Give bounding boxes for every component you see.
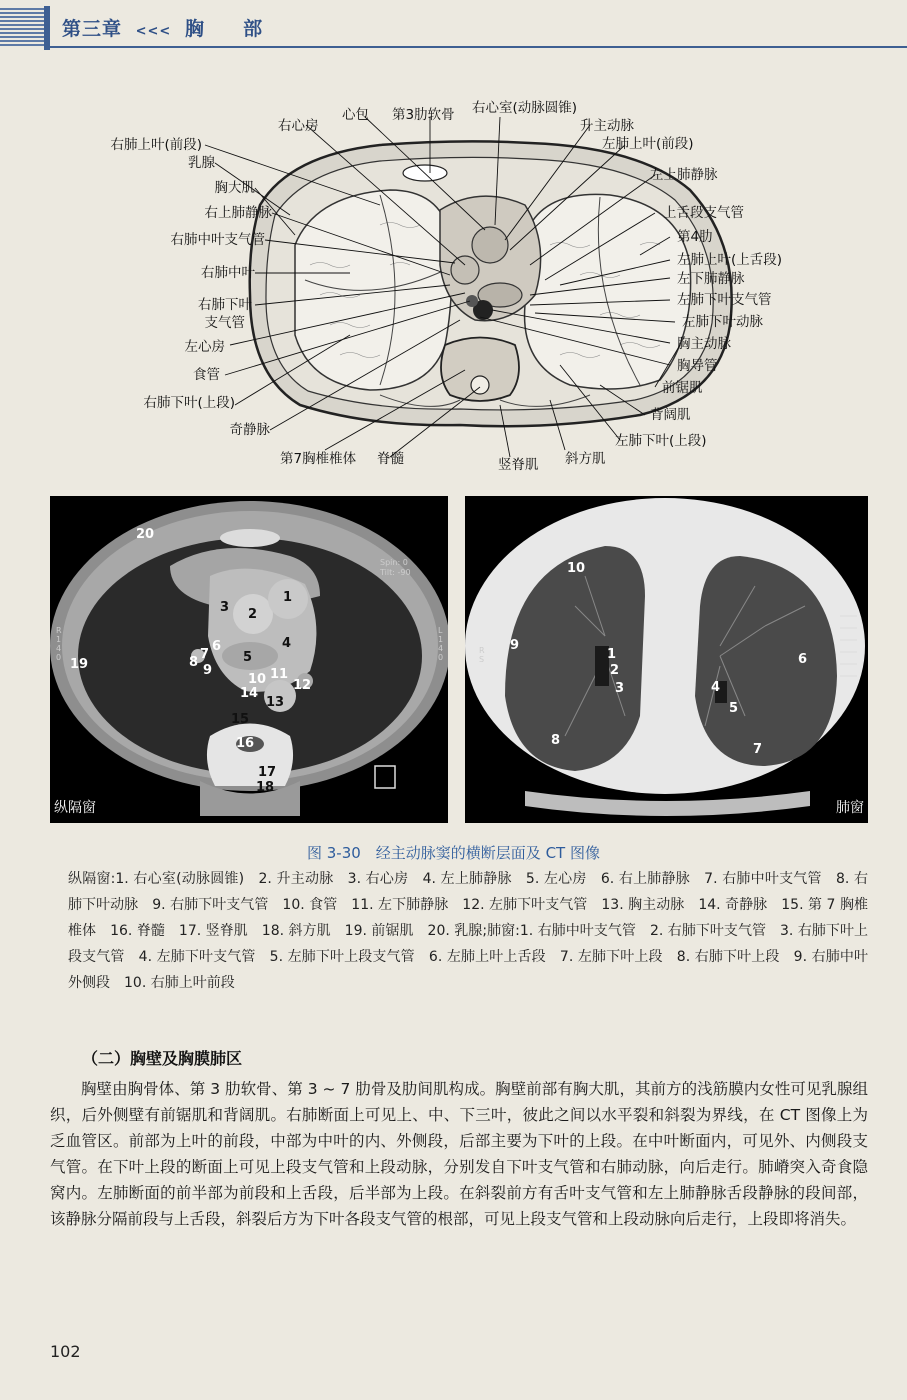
label-pectoralis-major: 胸大肌 [214,180,255,196]
label-thoracic-duct: 胸导管 [677,358,718,374]
label-superior-lingular-bronchus: 上舌段支气管 [663,205,744,221]
label-mammary-gland: 乳腺 [188,155,215,171]
anatomy-diagram [80,95,880,480]
ct-left-label-19: 19 [70,657,89,672]
page-number: 102 [50,1342,81,1361]
header-separator: <<< [135,24,172,39]
label-seventh-thoracic-vertebra: 第7胸椎椎体 [280,451,357,467]
label-spinal-cord: 脊髓 [377,451,404,467]
chapter-title-part2: 部 [243,18,264,40]
ct-spin-text: Spin: 0 [380,558,408,567]
ct-right-label-3: 3 [615,681,625,696]
label-esophagus: 食管 [193,367,220,383]
ct-left-label-15: 15 [231,712,250,727]
ct-left-label-6: 6 [212,639,222,654]
label-left-inferior-pulmonary-vein: 左下肺静脉 [677,271,745,287]
ct-left-label-14: 14 [240,686,259,701]
ct-left-label-5: 5 [243,650,253,665]
ct-side-right-scale: L 1 4 0 [438,626,444,662]
label-left-atrium: 左心房 [184,339,225,355]
ct-left-label-18: 18 [256,780,275,795]
ct-right-label-8: 8 [551,733,561,748]
ct-right-label-7: 7 [753,742,763,757]
ct-left-label-1: 1 [283,590,293,605]
ct-left-label-4: 4 [282,636,292,651]
label-latissimus-dorsi: 背阔肌 [650,407,691,423]
label-bronchus: 支气管 [204,315,245,331]
ct-lung-window [465,496,868,823]
label-right-lower-lobe-superior: 右肺下叶(上段) [143,395,235,411]
ct-left-label-11: 11 [270,667,289,682]
ct-right-label-9: 9 [510,638,520,653]
label-ascending-aorta: 升主动脉 [580,118,634,134]
ct-mediastinal-window-label: 纵隔窗 [54,800,96,816]
section-title: （二）胸壁及胸膜肺区 [82,1049,243,1068]
ct-left-label-17: 17 [258,765,277,780]
label-azygos-vein: 奇静脉 [229,422,270,438]
ct-left-label-12: 12 [293,678,312,693]
ct-left-label-13: 13 [266,695,285,710]
header-decoration [0,8,44,48]
header-rule [50,46,907,48]
ct-left-label-16: 16 [236,736,255,751]
label-right-atrium: 右心房 [278,118,319,134]
label-right-lower-lobe: 右肺下叶 [198,297,252,313]
label-third-costal-cartilage: 第3肋软骨 [392,107,455,123]
chapter-title-part1: 胸 [184,18,205,40]
label-right-superior-pulmonary-vein: 右上肺静脉 [204,205,272,221]
ct-right-label-6: 6 [798,652,808,667]
ct-right-label-5: 5 [729,701,739,716]
label-fourth-rib: 第4肋 [677,229,713,245]
ct-left-label-10: 10 [248,672,267,687]
ct-left-label-20: 20 [136,527,155,542]
label-serratus-anterior: 前锯肌 [662,380,703,396]
ct-lung-side-left-scale: R S [479,646,485,664]
chapter-number: 第三章 [62,18,123,40]
ct-right-label-2: 2 [610,663,620,678]
label-right-middle-lobe-bronchus: 右肺中叶支气管 [170,232,265,248]
ct-lung-image [465,496,868,823]
ct-side-left-scale: R 1 4 0 [56,626,62,662]
body-paragraph: 胸壁由胸骨体、第 3 肋软骨、第 3 ~ 7 肋骨及肋间肌构成。胸壁前部有胸大肌，其前方的浅筋膜内女性可见乳腺组织，后外侧壁有前锯肌和背阔肌。右肺断面上可见上、中、下三叶，彼此之间以水平裂和斜裂为界线，在 CT 图像上为乏血管区。前部为上叶的前段，中部为中叶的内、外侧段，后部主要为下叶的上段。在中叶断面内，可见外、内侧段支气管。在下叶上段的断面上可见上段支气管和上段动脉，分别发自下叶支气管和右肺动脉，向后走行。肺嵴突入奇食隐窝内。左肺断面的前半部为前段和上舌段，后半部为上段。在斜裂前方有舌叶支气管和左上肺静脉舌段静脉的段间部，该静脉分隔前段与上舌段，斜裂后方为下叶各段支气管的根部，可见上段支气管和上段动脉向后走行，上段即将消失。 [50,1080,868,1228]
ct-left-label-7: 7 [200,647,210,662]
label-right-ventricle: 右心室(动脉圆锥) [472,100,578,116]
label-left-lower-lobe-superior: 左肺下叶(上段) [615,433,707,449]
figure-caption: 图 3-30 经主动脉窦的横断层面及 CT 图像 [307,844,600,862]
ct-mediastinal-window [50,496,448,823]
ct-left-label-8: 8 [189,655,199,670]
label-thoracic-aorta: 胸主动脉 [677,336,731,352]
label-left-upper-lobe-superior-lingular: 左肺上叶(上舌段) [677,252,783,268]
label-left-lower-lobe-artery: 左肺下叶动脉 [682,314,763,330]
chapter-header [62,14,263,41]
ct-lung-window-label: 肺窗 [836,800,864,816]
label-trapezius: 斜方肌 [565,451,606,467]
ct-right-label-4: 4 [711,680,721,695]
ct-right-label-10: 10 [567,561,586,576]
ct-left-label-2: 2 [248,607,258,622]
label-erector-spinae: 竖脊肌 [498,457,539,473]
figure-legend: 纵隔窗:1. 右心室(动脉圆锥) 2. 升主动脉 3. 右心房 4. 左上肺静脉 5. 左心房 6. 右上肺静脉 7. 右肺中叶支气管 8. 右肺下叶动脉 9. 右肺下叶支气管 10. 食管 11. 左下肺静脉 12. 左肺下叶支气管 13. 胸主动脉 14. 奇静脉 15. 第 7 胸椎椎体 16. 脊髓 17. 竖脊肌 18. 斜方肌 19. 前锯肌 20. 乳腺;肺窗:1. 右肺中叶支气管 2. 右肺下叶支气管 3. 右肺下叶上段支气管 4. 左肺下叶支气管 5. 左肺下叶上段支气管 6. 左肺上叶上舌段 7. 左肺下叶上段 8. 右肺下叶上段 9. 右肺中叶外侧段 10. 右肺上叶前段 [68,871,868,991]
header-bar [44,6,50,50]
ct-left-label-3: 3 [220,600,230,615]
label-right-upper-lobe-anterior: 右肺上叶(前段) [110,137,202,153]
label-left-superior-pulmonary-vein: 左上肺静脉 [650,167,718,183]
label-left-upper-lobe-anterior: 左肺上叶(前段) [602,136,694,152]
label-right-middle-lobe: 右肺中叶 [201,265,255,281]
ct-tilt-text: Tilt: -90 [380,568,411,577]
ct-right-label-1: 1 [607,647,617,662]
ct-left-label-9: 9 [203,663,213,678]
label-left-lower-lobe-bronchus: 左肺下叶支气管 [677,292,772,308]
label-pericardium: 心包 [342,107,369,123]
